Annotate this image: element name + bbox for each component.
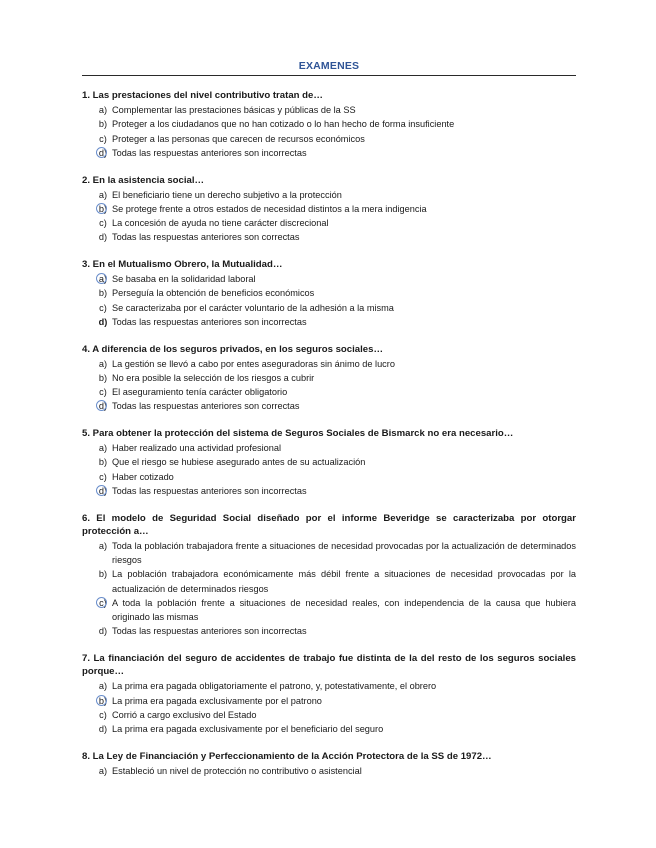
answer-text: La gestión se llevó a cabo por entes aseguradoras sin ánimo de lucro <box>112 358 395 369</box>
answer-letter-text: a) <box>98 443 108 454</box>
answer-letter-text: b) <box>98 569 108 580</box>
answer-option <box>82 624 576 638</box>
answer-option <box>82 596 576 624</box>
answer-option <box>82 539 576 567</box>
answer-option <box>82 441 576 455</box>
answer-text: Estableció un nivel de protección no contributivo o asistencial <box>112 765 362 776</box>
circled-answer-letter <box>82 272 112 286</box>
answer-letter <box>82 679 112 693</box>
answer-text: Todas las respuestas anteriores son correctas <box>112 232 300 243</box>
answer-letter-text: a) <box>98 681 108 692</box>
answer-letter-text: c) <box>99 387 107 398</box>
answer-letter <box>82 764 112 778</box>
page-title: EXAMENES <box>298 60 360 72</box>
question-1 <box>82 89 576 160</box>
question-text: 1. Las prestaciones del nivel contributivo tratan de… <box>82 90 323 101</box>
answer-letter <box>82 455 112 469</box>
answer-letter <box>82 117 112 131</box>
answer-letter <box>82 357 112 371</box>
answer-option <box>82 470 576 484</box>
question-text: 8. La Ley de Financiación y Perfeccionamiento de la Acción Protectora de la SS de 1972… <box>82 750 492 762</box>
answer-text: Perseguía la obtención de beneficios económicos <box>112 288 315 299</box>
answer-option <box>82 722 576 736</box>
circled-answer-letter <box>82 694 112 708</box>
answer-text: Todas las respuestas anteriores son incorrectas <box>112 316 307 327</box>
answer-letter <box>82 539 112 553</box>
answer-letter <box>82 230 112 244</box>
answer-text: Corrió a cargo exclusivo del Estado <box>112 709 257 720</box>
answer-text: Todas las respuestas anteriores son incorrectas <box>112 485 307 496</box>
answer-option <box>82 764 576 778</box>
answer-letter-text: b) <box>98 372 108 383</box>
question-text: 7. La financiación del seguro de accidentes de trabajo fue distinta de la del resto de los seguros sociales porque… <box>82 652 576 678</box>
answer-text: Se protege frente a otros estados de necesidad distintos a la mera indigencia <box>112 203 427 214</box>
answer-text: A toda la población frente a situaciones de necesidad reales, con independencia de la causa que hubiera originado las mismas <box>112 597 576 622</box>
question-4 <box>82 343 576 414</box>
answer-option <box>82 286 576 300</box>
answer-text: Proteger a los ciudadanos que no han cotizado o lo han hecho de forma insuficiente <box>112 119 455 130</box>
answer-text: Todas las respuestas anteriores son incorrectas <box>112 147 307 158</box>
answer-text: La prima era pagada exclusivamente por el patrono <box>112 695 322 706</box>
answer-text: Complementar las prestaciones básicas y públicas de la SS <box>112 105 356 116</box>
answer-text: La prima era pagada obligatoriamente el patrono, y, potestativamente, el obrero <box>112 681 437 692</box>
answer-letter <box>82 708 112 722</box>
answer-letter-text: c) <box>99 302 107 313</box>
answer-letter-text: c) <box>99 471 107 482</box>
answer-option <box>82 708 576 722</box>
answer-option <box>82 357 576 371</box>
answer-letter-text: b) <box>98 288 108 299</box>
answer-option <box>82 385 576 399</box>
answer-option <box>82 399 576 413</box>
answer-letter <box>82 567 112 581</box>
answer-letter-text: b) <box>98 457 108 468</box>
answer-option <box>82 272 576 286</box>
answer-option <box>82 103 576 117</box>
answer-text: La concesión de ayuda no tiene carácter discrecional <box>112 218 329 229</box>
answer-letter-text: a) <box>98 272 108 286</box>
answer-letter-text: d) <box>98 626 108 637</box>
answer-letter <box>82 385 112 399</box>
question-3 <box>82 258 576 329</box>
answer-letter-text: d) <box>98 484 108 498</box>
answer-letter-text: c) <box>98 596 108 610</box>
answer-text: Toda la población trabajadora frente a situaciones de necesidad provocadas por la actualización de determinados riesgos <box>112 540 576 566</box>
answer-text: La población trabajadora económicamente más débil frente a situaciones de necesidad provocadas por la actualización de determinados riesgos <box>112 569 576 594</box>
answer-option <box>82 455 576 469</box>
answer-option <box>82 132 576 146</box>
circled-answer-letter <box>82 596 112 610</box>
answer-text: Haber cotizado <box>112 471 174 482</box>
answer-letter-text: a) <box>98 540 108 551</box>
answer-option <box>82 679 576 693</box>
answer-option <box>82 230 576 244</box>
answer-letter <box>82 371 112 385</box>
answer-option <box>82 315 576 329</box>
answer-letter-text: b) <box>98 119 108 130</box>
answer-letter-text: d) <box>98 232 108 243</box>
answer-text: Se caracterizaba por el carácter voluntario de la adhesión a la misma <box>112 302 394 313</box>
answer-option <box>82 567 576 595</box>
answer-letter <box>82 301 112 315</box>
answer-letter <box>82 441 112 455</box>
answer-letter-text: c) <box>99 709 107 720</box>
answer-option <box>82 202 576 216</box>
answer-letter-text: a) <box>98 358 108 369</box>
answer-letter <box>82 103 112 117</box>
answer-letter-text: d) <box>98 146 108 160</box>
answer-option <box>82 301 576 315</box>
answer-letter-text: a) <box>98 765 108 776</box>
answer-option <box>82 117 576 131</box>
answer-option <box>82 188 576 202</box>
answer-letter-text: c) <box>99 218 107 229</box>
answer-letter-text: d) <box>98 723 108 734</box>
answer-letter <box>82 188 112 202</box>
answer-text: Proteger a las personas que carecen de recursos económicos <box>112 133 365 144</box>
answer-letter-text: d) <box>98 399 108 413</box>
question-2 <box>82 174 576 245</box>
circled-answer-letter <box>82 202 112 216</box>
answer-text: Todas las respuestas anteriores son correctas <box>112 401 300 412</box>
answer-text: Que el riesgo se hubiese asegurado antes de su actualización <box>112 457 366 468</box>
question-8 <box>82 750 576 778</box>
answer-letter <box>82 286 112 300</box>
circled-answer-letter <box>82 484 112 498</box>
answer-letter <box>82 315 112 329</box>
question-6 <box>82 512 576 639</box>
question-text: 5. Para obtener la protección del sistema de Seguros Sociales de Bismarck no era necesario… <box>82 428 514 440</box>
answer-text: Se basaba en la solidaridad laboral <box>112 274 256 285</box>
title-divider <box>82 75 576 76</box>
answer-text: La prima era pagada exclusivamente por el beneficiario del seguro <box>112 723 384 734</box>
answer-option <box>82 484 576 498</box>
answer-letter <box>82 216 112 230</box>
circled-answer-letter <box>82 146 112 160</box>
answer-option <box>82 146 576 160</box>
answer-option <box>82 694 576 708</box>
answer-option <box>82 371 576 385</box>
answer-letter <box>82 470 112 484</box>
question-7 <box>82 652 576 736</box>
question-text: 6. El modelo de Seguridad Social diseñado por el informe Beveridge se caracterizaba por otorgar protección a… <box>82 512 576 537</box>
question-text: 4. A diferencia de los seguros privados, en los seguros sociales… <box>82 343 384 355</box>
question-list <box>82 89 576 792</box>
answer-letter <box>82 624 112 638</box>
answer-text: No era posible la selección de los riesgos a cubrir <box>112 372 315 383</box>
answer-text: El beneficiario tiene un derecho subjetivo a la protección <box>112 189 342 200</box>
answer-letter-text: c) <box>99 133 107 144</box>
answer-text: Todas las respuestas anteriores son incorrectas <box>112 626 307 637</box>
answer-letter-text: b) <box>98 694 108 708</box>
question-text: 2. En la asistencia social… <box>82 174 205 186</box>
answer-letter-text: d) <box>98 316 108 327</box>
answer-letter-text: a) <box>98 105 108 116</box>
answer-text: El aseguramiento tenía carácter obligatorio <box>112 387 288 398</box>
answer-option <box>82 216 576 230</box>
circled-answer-letter <box>82 399 112 413</box>
question-5 <box>82 427 576 498</box>
answer-letter <box>82 722 112 736</box>
answer-text: Haber realizado una actividad profesional <box>112 443 282 454</box>
answer-letter <box>82 132 112 146</box>
answer-letter-text: b) <box>98 202 108 216</box>
answer-letter-text: a) <box>98 189 108 200</box>
question-text: 3. En el Mutualismo Obrero, la Mutualidad… <box>82 259 283 271</box>
